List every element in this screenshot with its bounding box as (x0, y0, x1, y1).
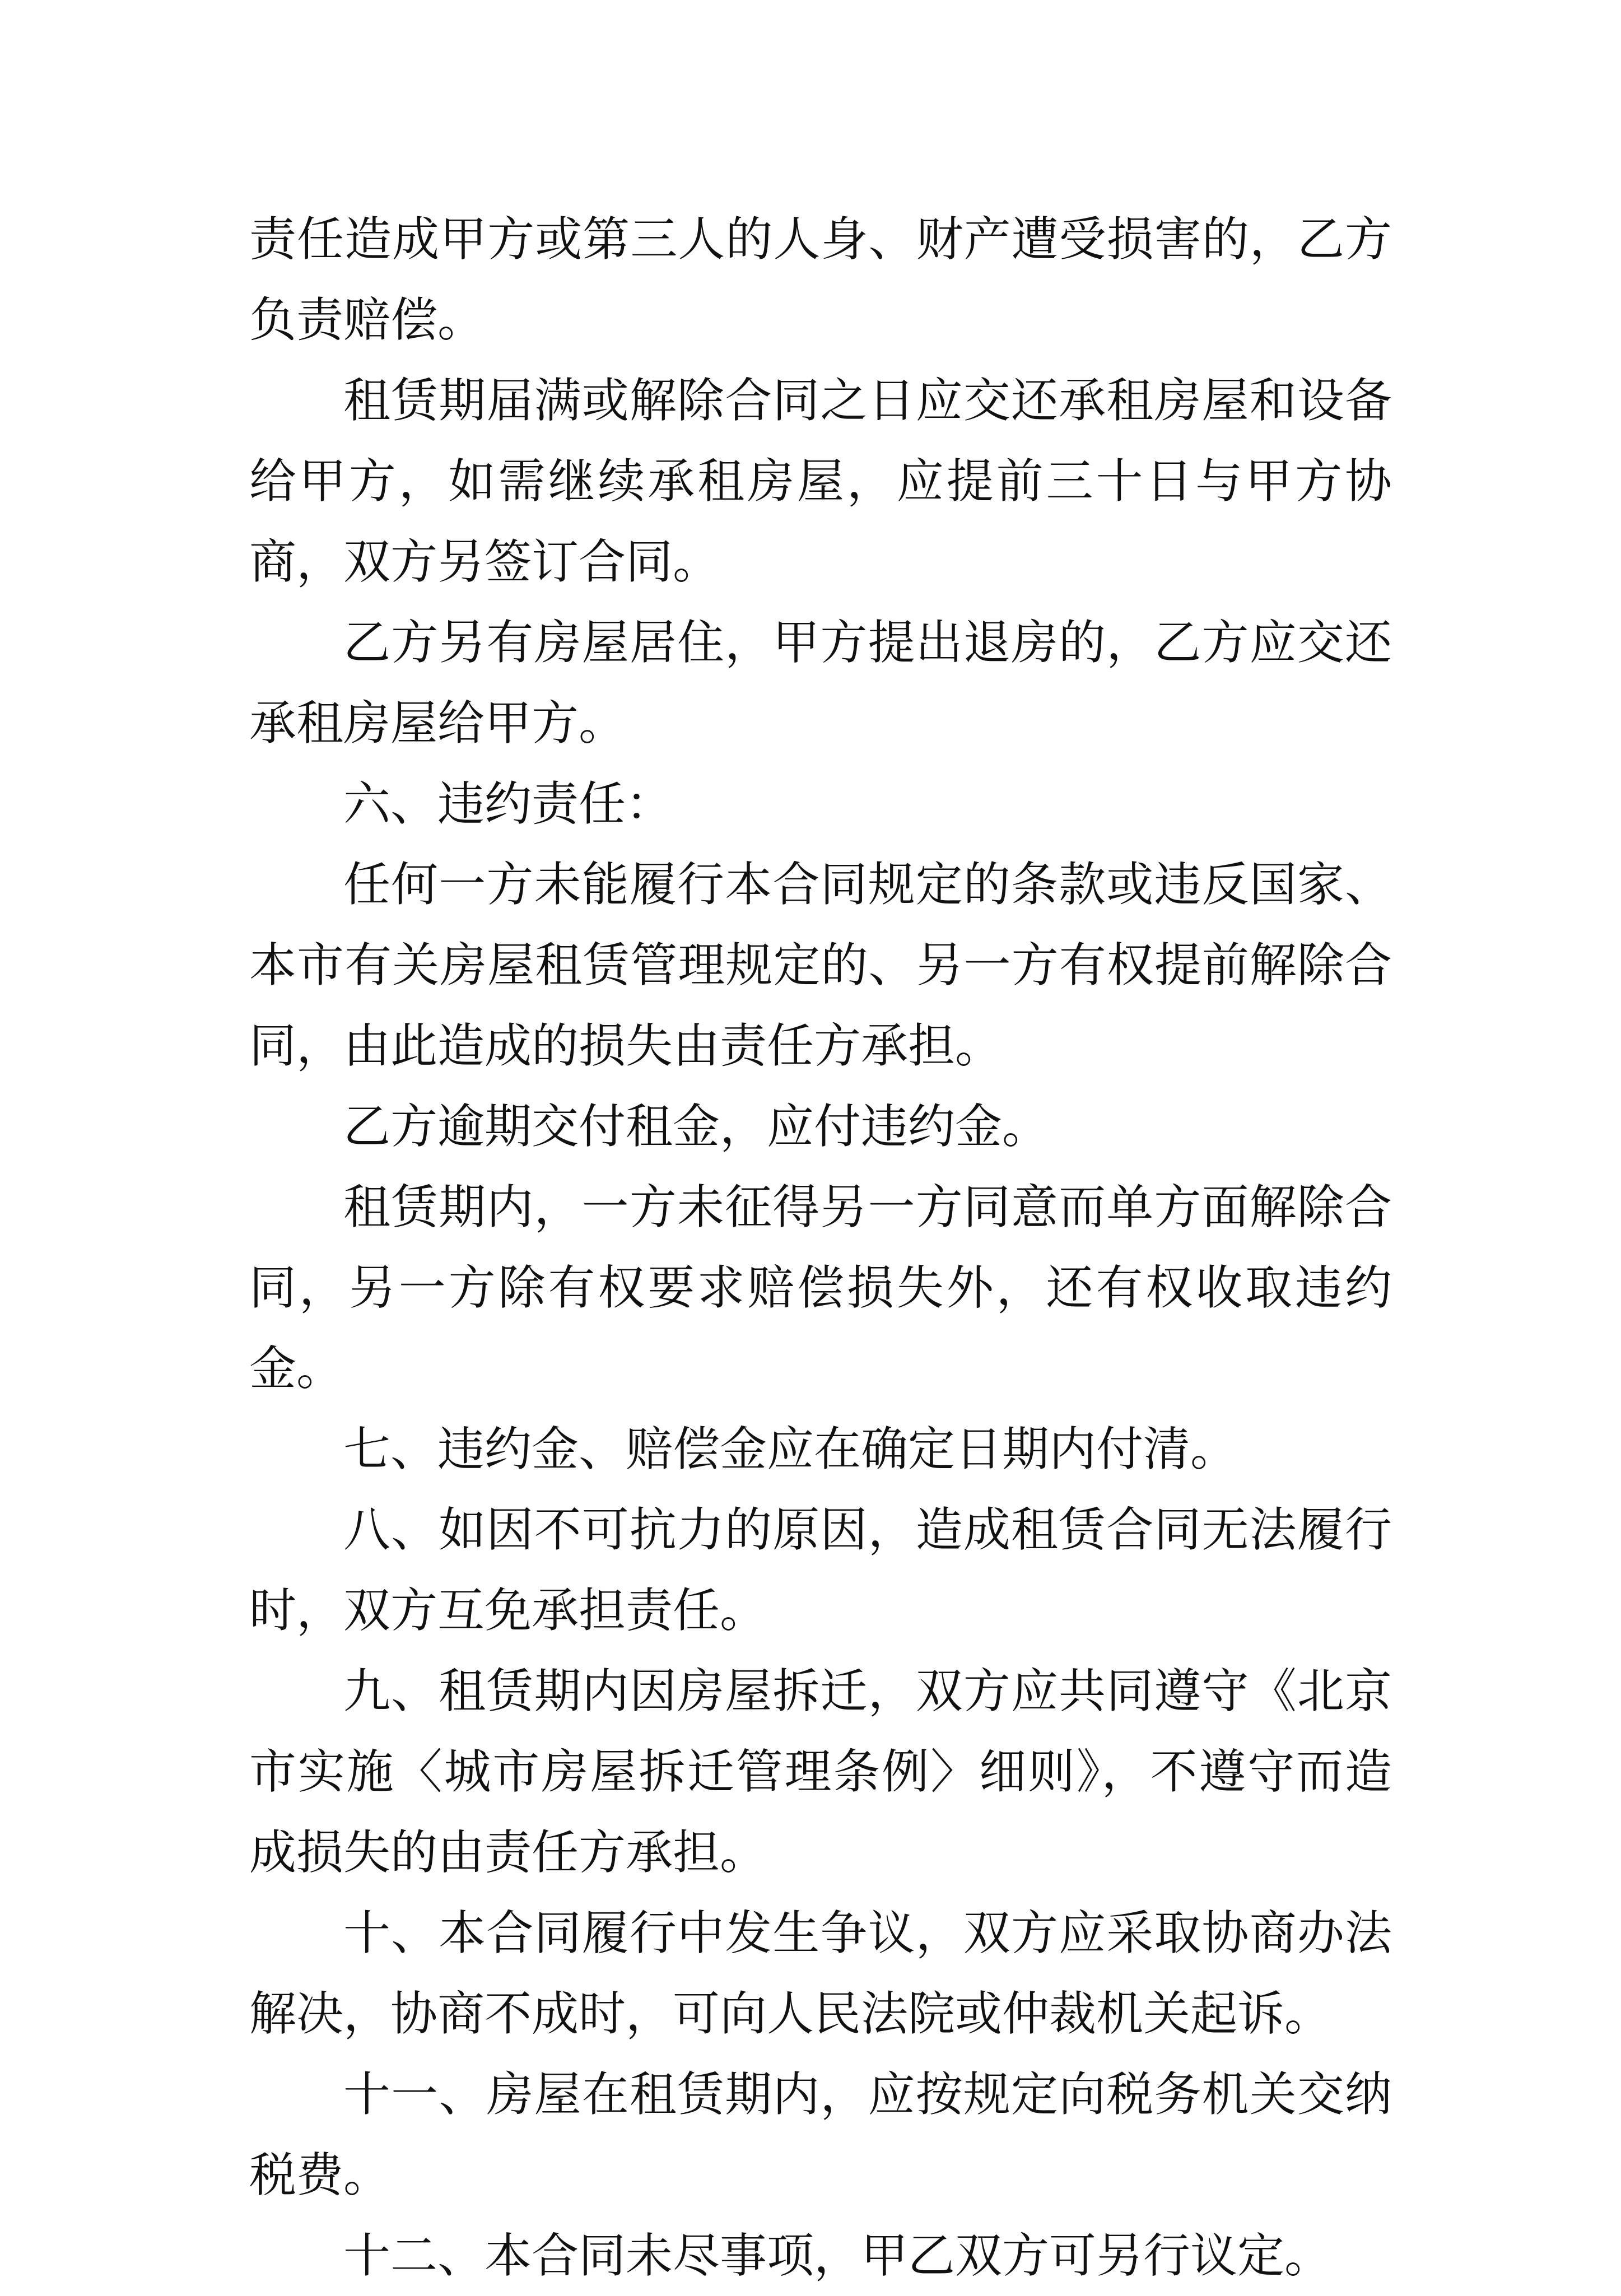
section-force-majeure: 八、如因不可抗力的原因，造成租赁合同无法履行时，双方互免承担责任。 (249, 1502, 1392, 1638)
paragraph-late-rent: 乙方逾期交付租金，应付违约金。 (343, 1099, 1050, 1154)
paragraph-other-housing: 乙方另有房屋居住，甲方提出退房的，乙方应交还承租房屋给甲方。 (249, 615, 1392, 751)
section-demolition: 九、租赁期内因房屋拆迁，双方应共同遵守《北京市实施〈城市房屋拆迁管理条例〉细则》，不遵守而造成损失的由责任方承担。 (249, 1664, 1392, 1880)
section-other-matters: 十二、本合同未尽事项，甲乙双方可另行议定。 (343, 2228, 1332, 2283)
section-penalty-payment: 七、违约金、赔偿金应在确定日期内付清。 (343, 1422, 1238, 1477)
contract-body (249, 199, 1392, 2296)
paragraph-lease-expiry: 租赁期届满或解除合同之日应交还承租房屋和设备给甲方，如需继续承租房屋，应提前三十日与甲方协商，双方另签订合同。 (249, 373, 1392, 589)
section-taxes: 十一、房屋在租赁期内，应按规定向税务机关交纳税费。 (249, 2067, 1392, 2202)
section-heading-breach: 六、违约责任： (343, 776, 673, 831)
section-dispute-resolution: 十、本合同履行中发生争议，双方应采取协商办法解决，协商不成时，可向人民法院或仲裁机关起诉。 (249, 1906, 1392, 2041)
paragraph-breach-termination: 任何一方未能履行本合同规定的条款或违反国家、本市有关房屋租赁管理规定的、另一方有权提前解除合同，由此造成的损失由责任方承担。 (249, 857, 1392, 1073)
paragraph-liability-continuation: 责任造成甲方或第三人的人身、财产遭受损害的，乙方负责赔偿。 (249, 212, 1392, 347)
paragraph-unilateral-termination: 租赁期内，一方未征得另一方同意而单方面解除合同，另一方除有权要求赔偿损失外，还有权收取违约金。 (249, 1180, 1392, 1396)
